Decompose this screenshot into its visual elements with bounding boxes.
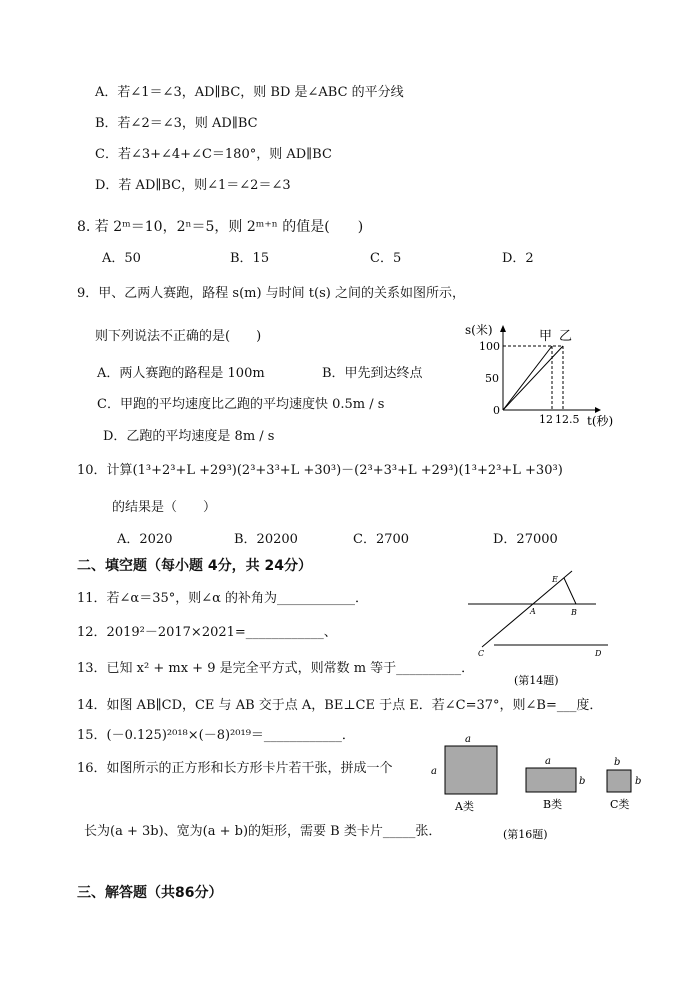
q10-option-b: B．20200 [234,532,298,547]
y-axis-label: s(米) [465,323,493,337]
q11: 11．若∠α＝35°，则∠α 的补角为____________． [77,591,369,606]
q8-stem: 8. 若 2ᵐ＝10，2ⁿ＝5，则 2ᵐ⁺ⁿ 的值是( ) [77,219,364,235]
card-c [607,770,631,792]
card-b [526,768,576,792]
svg-text:a: a [545,756,551,767]
q7-option-b: B．若∠2＝∠3，则 AD∥BC [95,116,258,131]
q9-distance-time-graph [455,318,635,430]
point-d: D [595,649,602,658]
q8-option-a: A．50 [102,251,141,266]
fig16-caption: (第16题) [503,828,548,841]
q10-option-c: C．2700 [353,532,410,547]
q8-option-c: C．5 [370,251,402,266]
y-tick-0: 0 [493,404,500,417]
x-tick-12-5: 12.5 [555,413,580,426]
y-tick-50: 50 [485,372,499,385]
svg-text:b: b [635,776,642,787]
line-jia [503,346,552,410]
q9-option-d: D．乙跑的平均速度是 8m / s [103,429,275,444]
y-tick-100: 100 [479,340,500,353]
q9-ask: 则下列说法不正确的是( ) [95,329,262,344]
card-a [445,746,497,794]
x-axis-label: t(秒) [587,414,614,428]
q16-line1: 16．如图所示的正方形和长方形卡片若干张，拼成一个 [77,761,393,776]
svg-text:b: b [579,776,586,787]
point-b: B [571,608,577,617]
x-tick-12: 12 [539,413,553,426]
q10-option-d: D．27000 [493,532,558,547]
q8-option-d: D．2 [502,251,534,266]
svg-text:b: b [614,757,621,768]
q9-option-c: C．甲跑的平均速度比乙跑的平均速度快 0.5m / s [97,397,385,412]
q13: 13．已知 x² + mx + 9 是完全平方式，则常数 m 等于__________． [77,661,475,676]
q7-option-d: D．若 AD∥BC，则∠1＝∠2＝∠3 [95,178,291,193]
q15: 15．(－0.125)²⁰¹⁸×(－8)²⁰¹⁹＝____________． [77,728,355,743]
label-jia: 甲 [539,329,553,344]
q16-figure [425,730,650,845]
q12: 12．2019²－2017×2021=____________、 [77,625,337,640]
card-b-label: B类 [543,798,563,811]
svg-text:a: a [465,734,471,745]
svg-text:a: a [431,766,437,777]
point-a: A [530,607,536,616]
q16-line2: 长为(a + 3b)、宽为(a + b)的矩形，需要 B 类卡片_____张． [84,824,442,839]
q9-stem: 9．甲、乙两人赛跑，路程 s(m) 与时间 t(s) 之间的关系如图所示， [77,286,465,301]
q10-tail: 的结果是（ ） [112,500,217,515]
q10-option-a: A．2020 [117,532,173,547]
q9-option-b: B．甲先到达终点 [322,366,423,381]
q8-option-b: B．15 [230,251,270,266]
section-2-heading: 二、填空题（每小题 4分，共 24分） [77,558,312,574]
q9-option-a: A．两人赛跑的路程是 100m [97,366,265,381]
q7-option-c: C．若∠3+∠4+∠C＝180°，则 AD∥BC [95,147,332,162]
point-e: E [552,575,558,584]
q10-stem: 10．计算(1³+2³+L +29³)(2³+3³+L +30³)－(2³+3³+L +29³)(1³+2³+L +30³) [77,463,563,478]
fig14-caption: (第14题) [514,674,559,687]
line-yi [503,346,563,410]
card-c-label: C类 [610,798,630,811]
point-c: C [478,649,485,658]
section-3-heading: 三、解答题（共86分） [77,885,223,901]
q7-option-a: A．若∠1＝∠3，AD∥BC，则 BD 是∠ABC 的平分线 [95,85,404,100]
q14: 14．如图 AB∥CD，CE 与 AB 交于点 A，BE⊥CE 于点 E．若∠C=37°，则∠B=___度． [77,698,603,713]
card-a-label: A类 [455,800,474,813]
label-yi: 乙 [559,329,573,344]
q14-figure [468,568,608,688]
